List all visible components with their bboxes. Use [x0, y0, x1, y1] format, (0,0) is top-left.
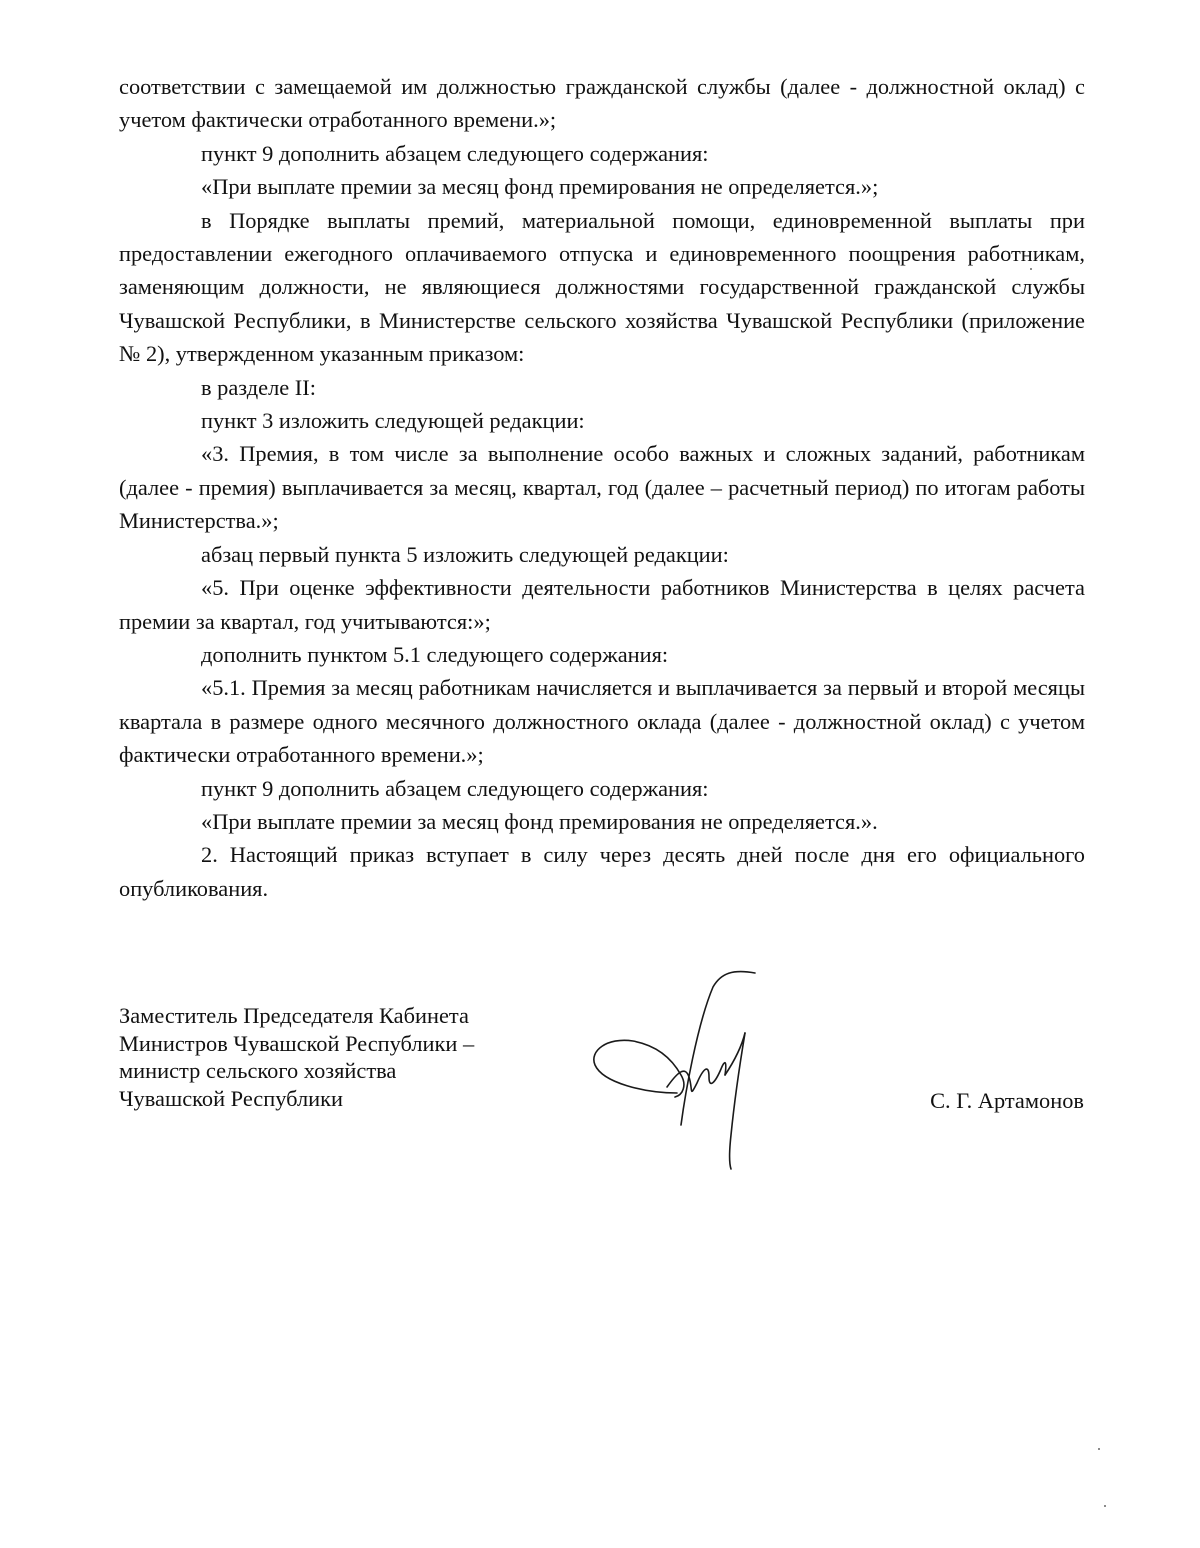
paragraph-6: пункт 3 изложить следующей редакции:: [201, 408, 585, 434]
paragraph-9: «5. При оценке эффективности деятельности работников Министерства в целях расчета премии за квартал, год учитываются:»;: [119, 575, 1085, 634]
signer-position-line-2: Министров Чувашской Республики –: [119, 1030, 475, 1056]
paragraph-7: «3. Премия, в том числе за выполнение особо важных и сложных заданий, работникам (далее - премия) выплачивается за месяц, квартал, год (далее – расчетный период) по итогам работы Министерства.»;: [119, 441, 1085, 534]
scan-speck: [1030, 268, 1032, 270]
handwritten-signature: [585, 965, 785, 1175]
signer-position-line-1: Заместитель Председателя Кабинета: [119, 1003, 469, 1028]
signer-position: [119, 1002, 639, 1112]
signature-stroke-rise: [681, 972, 755, 1125]
paragraph-11: «5.1. Премия за месяц работникам начисляется и выплачивается за первый и второй месяцы квартала в размере одного месячного должностного оклада (далее - должностной оклад) с учетом фактически отработанного времени.»;: [119, 675, 1085, 768]
scan-speck: [1098, 1448, 1100, 1450]
signature-stroke-loop: [594, 1040, 684, 1097]
signer-name: С. Г. Артамонов: [930, 1088, 1084, 1113]
signer-position-line-4: Чувашской Республики: [119, 1085, 343, 1111]
paragraph-1: соответствии с замещаемой им должностью гражданской службы (далее - должностной оклад) с учетом фактически отработанного времени.»;: [119, 74, 1085, 133]
paragraph-4: в Порядке выплаты премий, материальной помощи, единовременной выплаты при предоставлении ежегодного оплачиваемого отпуска и единовременного поощрения работникам, заменяющим должности, не являющиеся должностями государственной гражданской службы Чувашской Республики, в Министерстве сельского хозяйства Чувашской Республики (приложение № 2), утвержденном указанным приказом:: [119, 207, 1085, 367]
document-body: [119, 70, 1085, 905]
paragraph-14: 2. Настоящий приказ вступает в силу через десять дней после дня его официального опубликования.: [119, 842, 1085, 901]
paragraph-10: дополнить пунктом 5.1 следующего содержания:: [201, 641, 669, 667]
paragraph-8: абзац первый пункта 5 изложить следующей редакции:: [201, 541, 729, 567]
paragraph-3: «При выплате премии за месяц фонд премирования не определяется.»;: [201, 174, 879, 200]
paragraph-12: пункт 9 дополнить абзацем следующего содержания:: [201, 775, 709, 801]
paragraph-2: пункт 9 дополнить абзацем следующего содержания:: [201, 140, 709, 166]
paragraph-13: «При выплате премии за месяц фонд премирования не определяется.».: [201, 808, 878, 834]
paragraph-5: в разделе II:: [201, 374, 316, 400]
signer-position-line-3: министр сельского хозяйства: [119, 1058, 397, 1084]
scan-speck: [1104, 1505, 1106, 1507]
